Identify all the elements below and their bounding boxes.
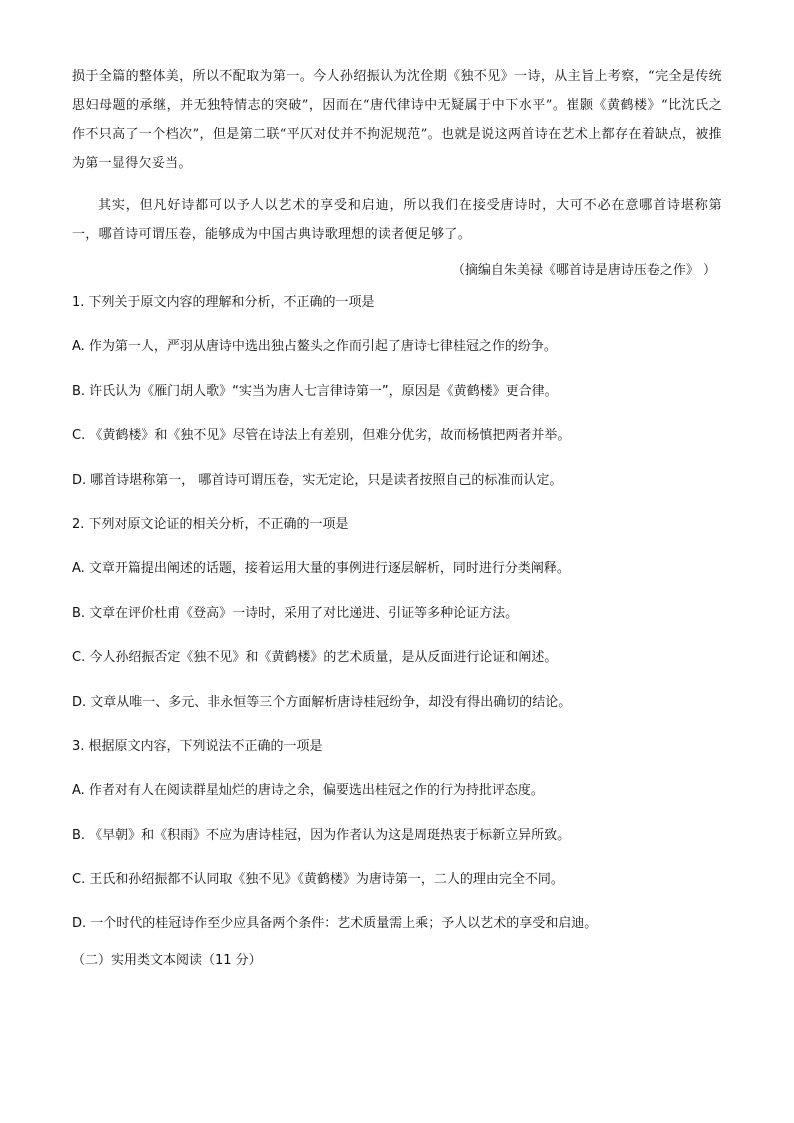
passage-paragraph-1: 损于全篇的整体美，所以不配取为第一。今人孙绍振认为沈佺期《独不见》一诗，从主旨上考察，“完全是传统思妇母题的承继，并无独特情志的突破”，因而在“唐代律诗中无疑属于中下水平”。崔颢《黄鹤楼》“比沈氏之作不只高了一个档次”，但是第二联“平仄对仗并不拘泥规范”。也就是说这两首诗在艺术上都存在着缺点，被推为第一显得欠妥当。 bbox=[72, 69, 722, 171]
option-c: C. 今人孙绍振否定《独不见》和《黄鹤楼》的艺术质量，是从反面进行论证和阐述。 bbox=[72, 650, 558, 666]
option-d: D. 一个时代的桂冠诗作至少应具备两个条件：艺术质量需上乘；予人以艺术的享受和启迪。 bbox=[72, 916, 598, 932]
question-list bbox=[72, 293, 722, 971]
option-b: B. 许氏认为《雁门胡人歌》“实当为唐人七言律诗第一”，原因是《黄鹤楼》更合律。 bbox=[72, 383, 558, 399]
option-a: A. 作者对有人在阅读群星灿烂的唐诗之余，偏要选出桂冠之作的行为持批评态度。 bbox=[72, 783, 544, 799]
option-c: C. 王氏和孙绍振都不认同取《独不见》《黄鹤楼》为唐诗第一，二人的理由完全不同。 bbox=[72, 872, 564, 888]
question-stem: 2. 下列对原文论证的相关分析，不正确的一项是 bbox=[72, 516, 349, 532]
option-d: D. 文章从唯一、多元、非永恒等三个方面解析唐诗桂冠纷争，却没有得出确切的结论。 bbox=[72, 694, 572, 710]
reading-passage bbox=[72, 62, 722, 281]
option-b: B. 《早朝》和《积雨》不应为唐诗桂冠，因为作者认为这是周珽热衷于标新立异所致。 bbox=[72, 827, 571, 843]
option-a: A. 作为第一人，严羽从唐诗中选出独占鳌头之作而引起了唐诗七律桂冠之作的纷争。 bbox=[72, 339, 557, 355]
option-b: B. 文章在评价杜甫《登高》一诗时，采用了对比递进、引证等多种论证方法。 bbox=[72, 605, 519, 621]
section-heading: （二）实用类文本阅读（11 分） bbox=[72, 952, 262, 968]
question-stem: 1. 下列关于原文内容的理解和分析，不正确的一项是 bbox=[72, 295, 375, 310]
passage-source-citation: （摘编自朱美禄《哪首诗是唐诗压卷之作》 ） bbox=[451, 263, 716, 278]
option-d: D. 哪首诗堪称第一， 哪首诗可谓压卷，实无定论，只是读者按照自己的标准而认定。 bbox=[72, 472, 563, 488]
passage-paragraph-2: 其实，但凡好诗都可以予人以艺术的享受和启迪，所以我们在接受唐诗时，大可不必在意哪首诗堪称第一，哪首诗可谓压卷，能够成为中国古典诗歌理想的读者便足够了。 bbox=[72, 198, 722, 242]
question-1 bbox=[72, 293, 722, 491]
option-a: A. 文章开篇提出阐述的话题，接着运用大量的事例进行逐层解析，同时进行分类阐释。 bbox=[72, 561, 570, 577]
question-3 bbox=[72, 737, 722, 935]
option-c: C. 《黄鹤楼》和《独不见》尽管在诗法上有差别，但难分优劣，故而杨慎把两者并举。 bbox=[72, 428, 571, 444]
question-stem: 3. 根据原文内容，下列说法不正确的一项是 bbox=[72, 738, 323, 754]
question-2 bbox=[72, 515, 722, 713]
